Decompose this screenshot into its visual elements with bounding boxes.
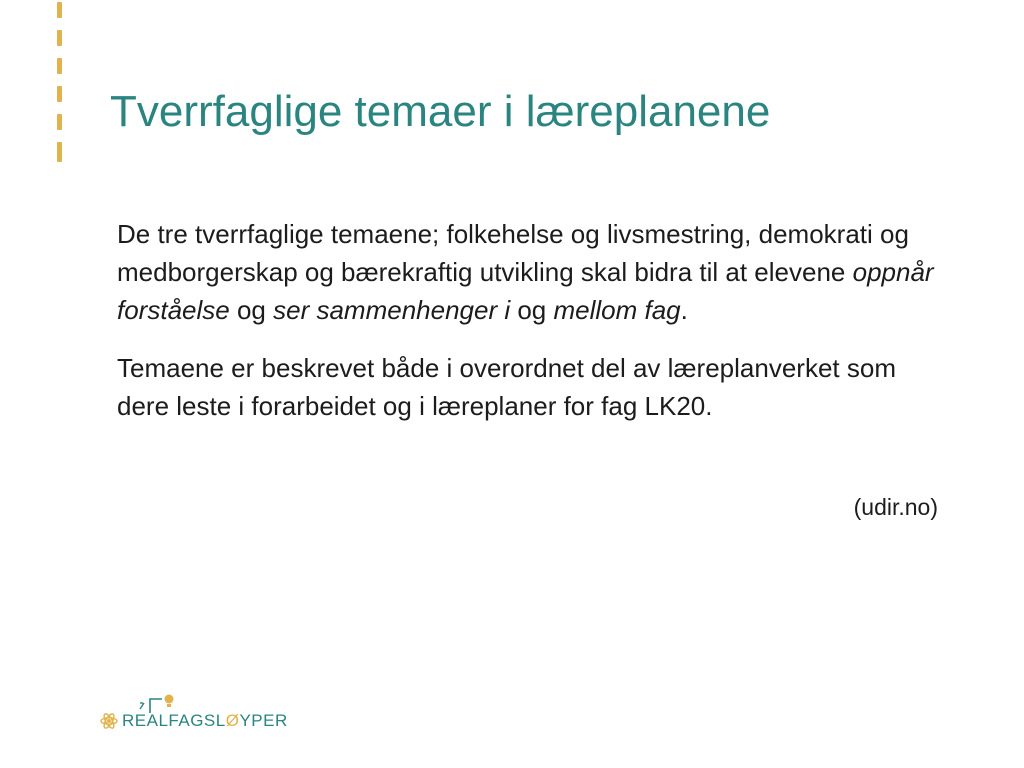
emphasis-text: oppnår forståelse xyxy=(117,257,934,325)
atom-icon xyxy=(100,712,118,730)
logo-text-part: YPER xyxy=(239,711,288,730)
logo-wordmark xyxy=(122,711,288,731)
realfagsloyper-logo xyxy=(100,690,288,750)
source-citation: (udir.no) xyxy=(853,494,938,520)
slide-title: Tverrfaglige temaer i læreplanene xyxy=(110,87,771,136)
logo-text-part: REALFAGSL xyxy=(122,711,226,730)
paragraph-text: . xyxy=(680,295,688,325)
paragraph-text: og xyxy=(229,295,274,325)
body-paragraph-2: Temaene er beskrevet både i overordnet del av læreplanverket som dere leste i forarbeidet og i læreplaner for fag LK20. xyxy=(117,353,896,421)
body-paragraph-1 xyxy=(117,215,947,329)
lightbulb-icon xyxy=(138,693,176,713)
paragraph-text: De tre tverrfaglige temaene; folkehelse og livsmestring, demokrati og medborgerskap og bærekraftig utvikling skal bidra til at elevene xyxy=(117,219,909,287)
decorative-dashed-line xyxy=(57,0,63,170)
logo-text-accent: Ø xyxy=(225,711,240,730)
paragraph-text: og xyxy=(510,295,554,325)
emphasis-text: mellom fag xyxy=(553,295,681,325)
slide-body xyxy=(117,215,947,425)
emphasis-text: ser sammenhenger i xyxy=(273,295,511,325)
